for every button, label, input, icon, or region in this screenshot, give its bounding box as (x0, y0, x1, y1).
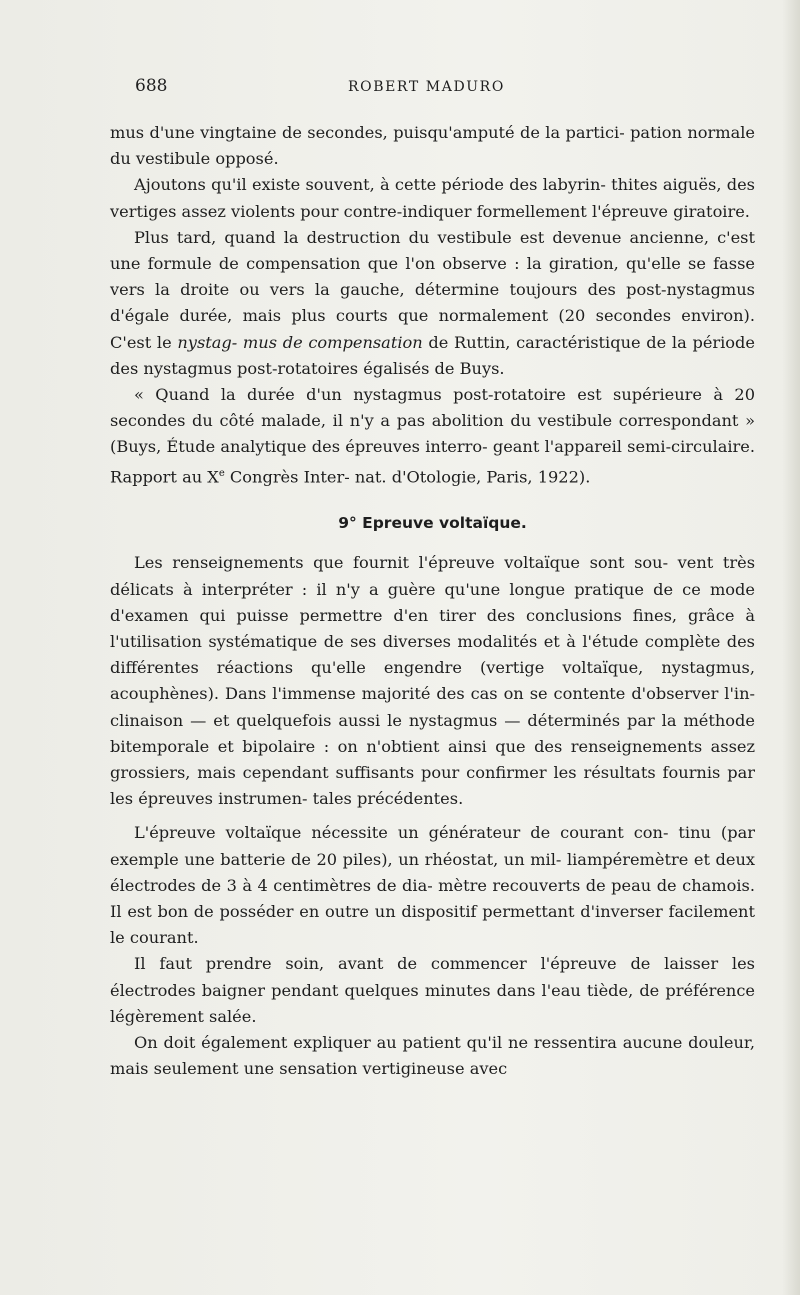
paragraph-4-text-b: Congrès Inter- nat. d'Otologie, Paris, 1922). (224, 467, 591, 487)
superscript-e: e (218, 467, 225, 479)
running-head: ROBERT MADURO (348, 79, 505, 95)
paragraph-4-text-a: « Quand la durée d'un nystagmus post-rotatoire est supérieure à 20 secondes du côté malade, il n'y a pas abolition du vestibule correspondant » (Buys, Étude analytique des épreuves interro- geant l'appareil semi-circulaire. Rapport au X (110, 385, 755, 487)
paragraph-4-quote (110, 382, 755, 490)
paragraph-3 (110, 225, 755, 382)
body-text (110, 120, 755, 1083)
page-number: 688 (135, 76, 168, 96)
paragraph-7: Il faut prendre soin, avant de commencer l'épreuve de laisser les électrodes baigner pendant quelques minutes dans l'eau tiède, de préférence légèrement salée. (110, 954, 755, 1026)
paragraph-5: Les renseignements que fournit l'épreuve voltaïque sont sou- vent très délicats à interpréter : il n'y a guère qu'une longue pratique de ce mode d'examen qui puisse permettre d'en tirer des conclusions fines, grâce à l'utilisation systématique de ses diverses modalités et à l'étude complète des différentes réactions qu'elle engendre (vertige voltaïque, nystagmus, acouphènes). Dans l'immense majorité des cas on se contente d'observer l'in- clinaison — et quelquefois aussi le nystagmus — déterminés par la méthode bitemporale et bipolaire : on n'obtient ainsi que des renseignements assez grossiers, mais cependant suffisants pour confirmer les résultats fournis par les épreuves instrumen- tales précédentes. (110, 553, 755, 809)
paragraph-8: On doit également expliquer au patient qu'il ne ressentira aucune douleur, mais seulement une sensation vertigineuse avec (110, 1033, 755, 1079)
paragraph-1: mus d'une vingtaine de secondes, puisqu'amputé de la partici- pation normale du vestibule opposé. (110, 123, 755, 169)
paragraph-3-text-a: Plus tard, quand la destruction du vestibule est devenue ancienne, c'est une formule de compensation que l'on observe : la giration, qu'elle se fasse vers la droite ou vers la gauche, détermine toujours des post-nystagmus d'égale durée, mais plus courts que normalement (20 secondes environ). C'est le (110, 227, 755, 352)
nystagmus-de-compensation-term: nystag- mus de compensation (177, 332, 423, 352)
section-title: 9° Epreuve voltaïque. (338, 514, 527, 533)
page-edge-shadow (782, 0, 800, 1295)
page-header (135, 76, 695, 104)
paragraph-2: Ajoutons qu'il existe souvent, à cette période des labyrin- thites aiguës, des vertiges assez violents pour contre-indiquer formellement l'épreuve giratoire. (110, 175, 755, 221)
paragraph-3-text-b: de Ruttin, caractéristique de la période des nystagmus post-rotatoires égalisés de Buys. (110, 332, 755, 378)
paragraph-6: L'épreuve voltaïque nécessite un générateur de courant con- tinu (par exemple une batterie de 20 piles), un rhéostat, un mil- liampéremètre et deux électrodes de 3 à 4 centimètres de dia- mètre recouverts de peau de chamois. Il est bon de posséder en outre un dispositif permettant d'inverser facilement le courant. (110, 823, 755, 948)
